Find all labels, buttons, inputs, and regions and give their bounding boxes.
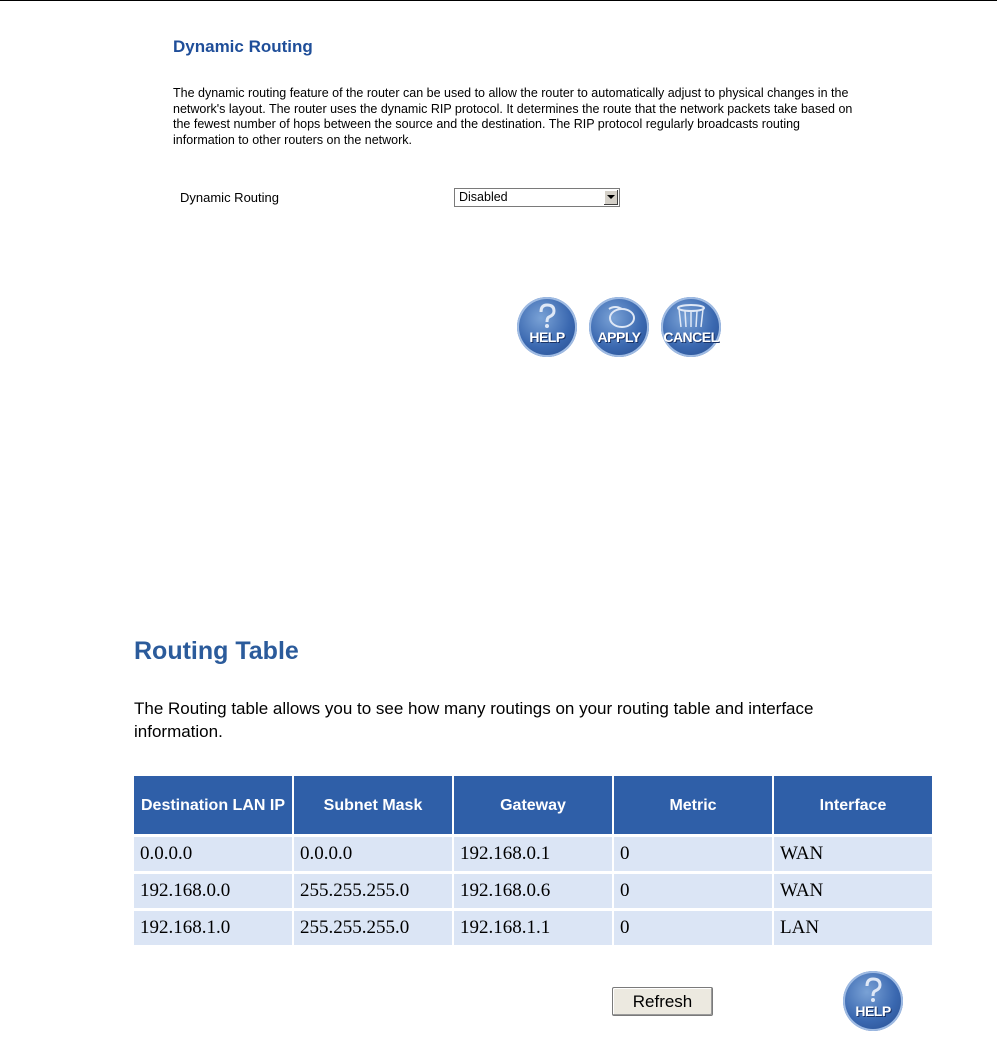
cell-gateway: 192.168.0.6: [453, 873, 613, 910]
cell-destination: 0.0.0.0: [134, 836, 293, 873]
table-row: [134, 873, 932, 910]
cell-destination: 192.168.1.0: [134, 910, 293, 946]
cell-gateway: 192.168.0.1: [453, 836, 613, 873]
dynamic-routing-title: Dynamic Routing: [173, 37, 313, 56]
cell-metric: 0: [613, 873, 773, 910]
cell-interface: WAN: [773, 836, 932, 873]
column-header-metric: Metric: [613, 776, 773, 836]
routing-table-description: The Routing table allows you to see how many routings on your routing table and interface information.: [134, 699, 814, 741]
help-button-label: HELP: [855, 1003, 891, 1019]
cell-metric: 0: [613, 836, 773, 873]
help-button-label: HELP: [529, 329, 565, 345]
cell-destination: 192.168.0.0: [134, 873, 293, 910]
top-divider: [0, 0, 997, 1]
cancel-button-label: CANCEL: [663, 329, 719, 345]
column-header-interface: Interface: [773, 776, 932, 836]
table-row: [134, 910, 932, 946]
column-header-gateway: Gateway: [453, 776, 613, 836]
table-header-row: [134, 776, 932, 836]
mouse-icon: [589, 303, 649, 329]
cell-subnet-mask: 255.255.255.0: [293, 910, 453, 946]
refresh-button[interactable]: Refresh: [612, 987, 713, 1016]
dynamic-routing-description: The dynamic routing feature of the router can be used to allow the router to automatically adjust to physical changes in the network's layout. The router uses the dynamic RIP protocol. It determines the route that the network packets take based on the fewest number of hops between the source and the destination. The RIP protocol regularly broadcasts routing information to other routers on the network.: [173, 86, 853, 147]
routing-table-help-button[interactable]: [843, 971, 903, 1031]
cancel-button[interactable]: [661, 297, 721, 357]
cell-metric: 0: [613, 910, 773, 946]
dropdown-arrow-icon[interactable]: [603, 190, 618, 205]
apply-button-label: APPLY: [597, 329, 641, 345]
question-mark-icon: [843, 977, 903, 1003]
help-button[interactable]: [517, 297, 577, 357]
dynamic-routing-label: Dynamic Routing: [180, 190, 279, 205]
dynamic-routing-select-value: Disabled: [459, 190, 508, 204]
cell-interface: LAN: [773, 910, 932, 946]
cell-subnet-mask: 255.255.255.0: [293, 873, 453, 910]
routing-table: [134, 776, 932, 945]
table-row: [134, 836, 932, 873]
cell-gateway: 192.168.1.1: [453, 910, 613, 946]
question-mark-icon: [517, 303, 577, 329]
column-header-destination: Destination LAN IP: [134, 776, 293, 836]
dynamic-routing-select[interactable]: [454, 188, 620, 207]
apply-button[interactable]: [589, 297, 649, 357]
cell-interface: WAN: [773, 873, 932, 910]
column-header-subnet-mask: Subnet Mask: [293, 776, 453, 836]
cell-subnet-mask: 0.0.0.0: [293, 836, 453, 873]
routing-table-title: Routing Table: [134, 637, 299, 665]
trash-can-icon: [661, 303, 721, 329]
